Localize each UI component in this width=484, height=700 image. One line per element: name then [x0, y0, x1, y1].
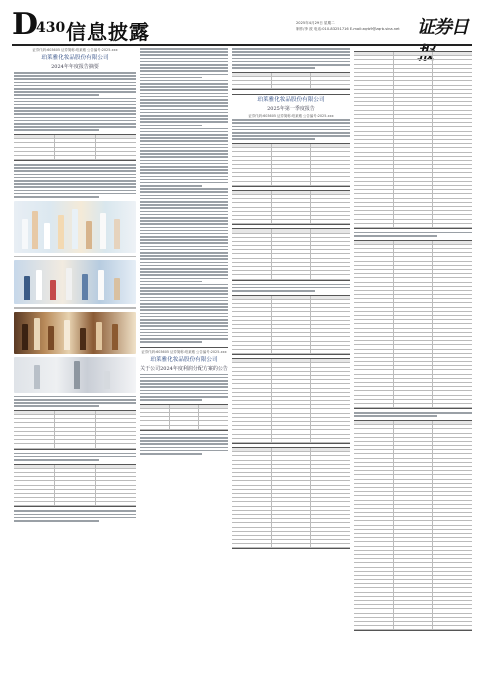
- body-text-block: [140, 434, 228, 455]
- column-1: [14, 48, 136, 688]
- financial-table: [354, 51, 472, 229]
- body-text-block: [14, 510, 136, 521]
- product-photo: [14, 260, 136, 304]
- product-photo: [14, 312, 136, 354]
- issue-meta: [296, 20, 414, 32]
- financial-table: [232, 143, 350, 187]
- product-photo: [14, 357, 136, 393]
- report-title: 2025年第一季度报告: [267, 106, 315, 113]
- financial-table: [14, 464, 136, 508]
- column-4: [354, 48, 472, 688]
- issue-contact: 制作/李 波 电话:010-83251716 E-mail:zqrb9@zqrb.sina.net: [296, 27, 400, 31]
- body-text-block: [232, 284, 350, 292]
- financial-table: [354, 240, 472, 410]
- newspaper-logo: 证券日: [417, 17, 468, 38]
- section-divider: [140, 347, 228, 348]
- body-text-block: [14, 453, 136, 461]
- financial-table: [232, 358, 350, 444]
- stock-line: 证券代码:603605 证券简称:珀莱雅 公告编号:2025-xxx: [32, 48, 118, 52]
- notice-title: 关于公司2024年度利润分配方案的公告: [140, 365, 228, 372]
- financial-table: [232, 190, 350, 226]
- body-text-block: [354, 232, 472, 237]
- photo-caption: [14, 307, 136, 309]
- section-divider: [232, 94, 350, 95]
- body-text-block: [14, 164, 136, 197]
- page-letter: D: [12, 7, 39, 42]
- financial-table: [232, 295, 350, 356]
- financial-table: [232, 447, 350, 550]
- column-3: [232, 48, 350, 688]
- body-text-block: [14, 72, 136, 131]
- financial-table: [232, 228, 350, 280]
- column-2: [140, 48, 228, 688]
- body-text-block: [140, 374, 228, 401]
- stock-line: 证券代码:603605 证券简称:珀莱雅 公告编号:2025-xxx: [248, 114, 334, 119]
- issue-date: 2025年4月29日 星期二: [296, 21, 335, 25]
- financial-table: [354, 420, 472, 631]
- section-title: 信息披露: [66, 20, 150, 44]
- company-title: 珀莱雅化妆品股份有限公司: [257, 97, 325, 104]
- page-number: 430: [36, 20, 66, 36]
- financial-table: [140, 404, 228, 431]
- body-text-block: [232, 48, 350, 69]
- report-title: 2024年年度报告摘要: [51, 64, 99, 70]
- body-text-block: [14, 396, 136, 407]
- masthead: [12, 7, 474, 44]
- masthead-rule: [12, 44, 472, 46]
- body-text-block: [232, 119, 350, 140]
- stock-line: 证券代码:603605 证券简称:珀莱雅 公告编号:2025-xxx: [141, 349, 227, 354]
- product-photo: [14, 201, 136, 253]
- company-title: 珀莱雅化妆品股份有限公司: [41, 55, 109, 61]
- body-text-block: [354, 412, 472, 417]
- financial-table: [232, 72, 350, 91]
- financial-table: [14, 410, 136, 450]
- company-title: 珀莱雅化妆品股份有限公司: [150, 356, 218, 363]
- photo-caption: [14, 256, 136, 258]
- financial-table: [14, 134, 136, 161]
- body-text-block: [140, 48, 228, 343]
